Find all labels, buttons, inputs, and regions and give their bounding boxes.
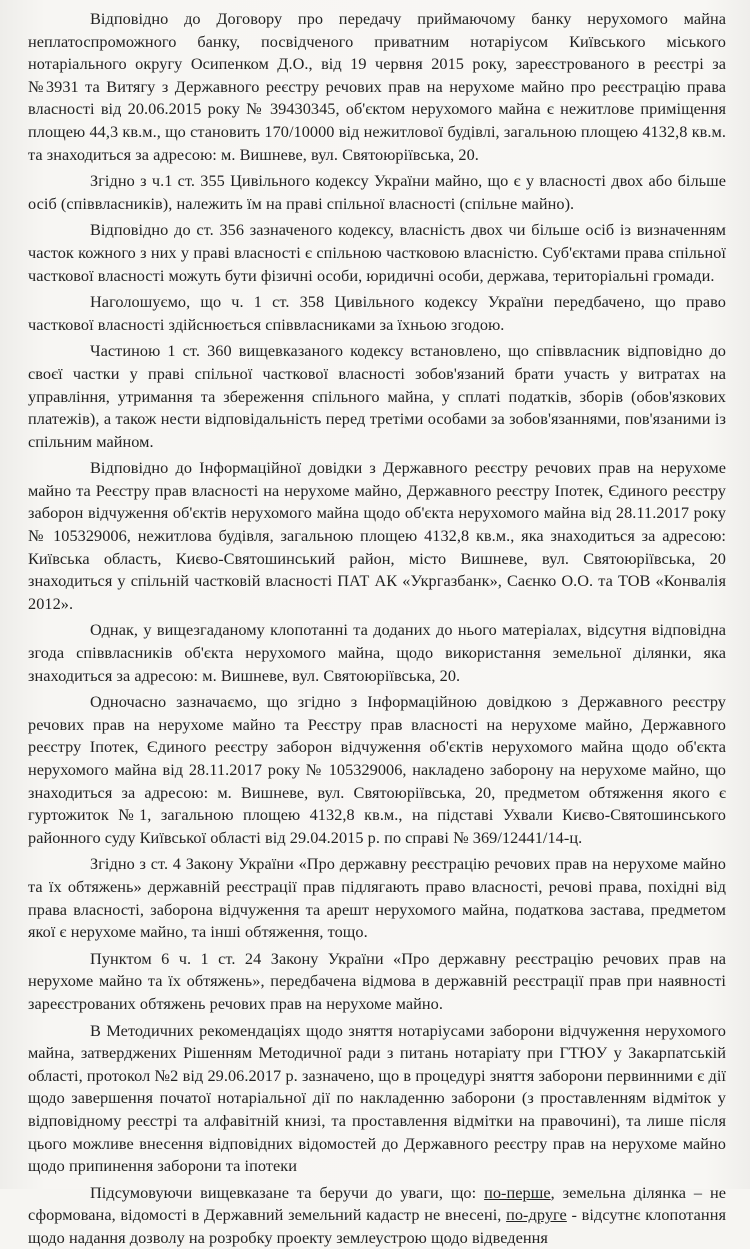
paragraph-prohibition: Одночасно зазначаємо, що згідно з Інформаційною довідкою з Державного реєстру речових прав на нерухоме майно та Реєстру прав власності на нерухоме майно, Державного реєстру Іпотек, Єдиного реєстру заборон відчуження об'єктів нерухомого майна щодо об'єкта нерухомого майна від 28.11.2017 року № 105329006, накладено заборону на нерухоме майно, що знаходиться за адресою: м. Вишневе, вул. Святоюріївська, 20, предметом обтяження якого є гуртожиток №1, загальною площею 4132,8 кв.м., на підставі Ухвали Києво-Святошинського районного суду Київської області від 29.04.2015 р. по справі № 369/12441/14-ц. (28, 692, 726, 847)
paragraph-summary (28, 1182, 726, 1249)
paragraph-article-360: Частиною 1 ст. 360 вищевказаного кодексу встановлено, що співвласник відповідно до своєї частки у праві спільної часткової власності зобов'язаний брати участь у витратах на управління, утримання та збереження спільного майна, у сплаті податків, зборів (обов'язкових платежів), а також нести відповідальність перед третіми особами за зобов'язаннями, пов'язаними із спільним майном. (28, 341, 726, 451)
paragraph-law-article-4: Згідно з ст. 4 Закону України «Про державну реєстрацію речових прав на нерухоме майно та їх обтяжень» державній реєстрації прав підлягають право власності, речові права, похідні від права власності, заборона відчуження та арешт нерухомого майна, податкова застава, предметом якої є нерухоме майно, та інші обтяження, тощо. (28, 854, 726, 942)
paragraph-registry-info: Відповідно до Інформаційної довідки з Державного реєстру речових прав на нерухоме майно та Реєстру прав власності на нерухоме майно, Державного реєстру Іпотек, Єдиного реєстру заборон відчуження об'єктів нерухомого майна щодо об'єкта нерухомого майна від 28.11.2017 року № 105329006, нежитлова будівля, загальною площею 4132,8 кв.м., яка знаходиться за адресою: Київська область, Києво-Святошинський район, місто Вишневе, вул. Святоюріївська, 20 знаходиться у спільній частковій власності ПАТ АК «Укргазбанк», Саєнко О.О. та ТОВ «Конвалія 2012». (28, 458, 726, 613)
paragraph-law-article-24: Пунктом 6 ч. 1 ст. 24 Закону України «Про державну реєстрацію речових прав на нерухоме майно та їх обтяжень», передбачена відмова в державній реєстрації прав при наявності зареєстрованих обтяжень речових прав на нерухоме майно. (28, 948, 726, 1013)
paragraph-article-356: Відповідно до ст. 356 зазначеного кодексу, власність двох чи більше осіб із визначенням часток кожного з них у праві власності є спільною частковою власністю. Суб'єктами права спільної часткової власності можуть бути фізичні особи, юридичні особи, держава, територіальні громади. (28, 220, 726, 285)
paragraph-methodical-recommendations: В Методичних рекомендаціях щодо зняття нотаріусами заборони відчуження нерухомого майна, затверджених Рішенням Методичної ради з питань нотаріату при ГТЮУ у Закарпатській області, протокол №2 від 29.06.2017 р. зазначено, що в процедурі зняття заборони первинними є дії щодо завершення початої нотаріальної дії по накладенню заборони (з проставленням відміток у відповідному реєстрі та алфавітній книзі, та проставлення відмітки на правочині), та лише після цього можливе внесення відповідних відомостей до Державного реєстру прав на нерухоме майно щодо припинення заборони та іпотеки (28, 1020, 726, 1176)
summary-underlined-first: по-перше (484, 1182, 551, 1202)
summary-underlined-second: по-друге (506, 1205, 567, 1225)
paragraph-article-358: Наголошуємо, що ч. 1 ст. 358 Цивільного кодексу України передбачено, що право часткової власності здійснюється співвласниками за їхньою згодою. (28, 292, 726, 334)
paragraph-contract: Відповідно до Договору про передачу приймаючому банку нерухомого майна неплатоспроможного банку, посвідченого приватним нотаріусом Київського міського нотаріального округу Осипенком Д.О., від 19 червня 2015 року, зареєстрованого в реєстрі за №3931 та Витягу з Державного реєстру речових прав на нерухоме майно про реєстрацію права власності від 20.06.2015 року № 39430345, об'єктом нерухомого майна є нежитлове приміщення площею 44,3 кв.м., що становить 170/10000 від нежитлової будівлі, загальною площею 4132,8 кв.м. та знаходиться за адресою: м. Вишневе, вул. Святоюріївська, 20. (28, 9, 726, 164)
paragraph-consent-missing: Однак, у вищезгаданому клопотанні та доданих до нього матеріалах, відсутня відповідна згода співвласників об'єкта нерухомого майна, щодо використання земельної ділянки, яка знаходиться за адресою: м. Вишневе, вул. Святоюріївська, 20. (28, 620, 726, 685)
summary-text-3: - відсутнє клопотання щодо надання дозволу на розробку проекту землеустрою щодо відведення (28, 1205, 726, 1247)
summary-text-2: , земельна ділянка – не сформована, відомості в Державний земельний кадастр не внесені, (28, 1182, 726, 1225)
summary-text-1: Підсумовуючи вищевказане та беручи до уваги, що: (90, 1182, 485, 1202)
paragraph-article-355: Згідно з ч.1 ст. 355 Цивільного кодексу України майно, що є у власності двох або більше осіб (співвласників), належить їм на праві спільної власності (спільне майно). (28, 171, 726, 213)
